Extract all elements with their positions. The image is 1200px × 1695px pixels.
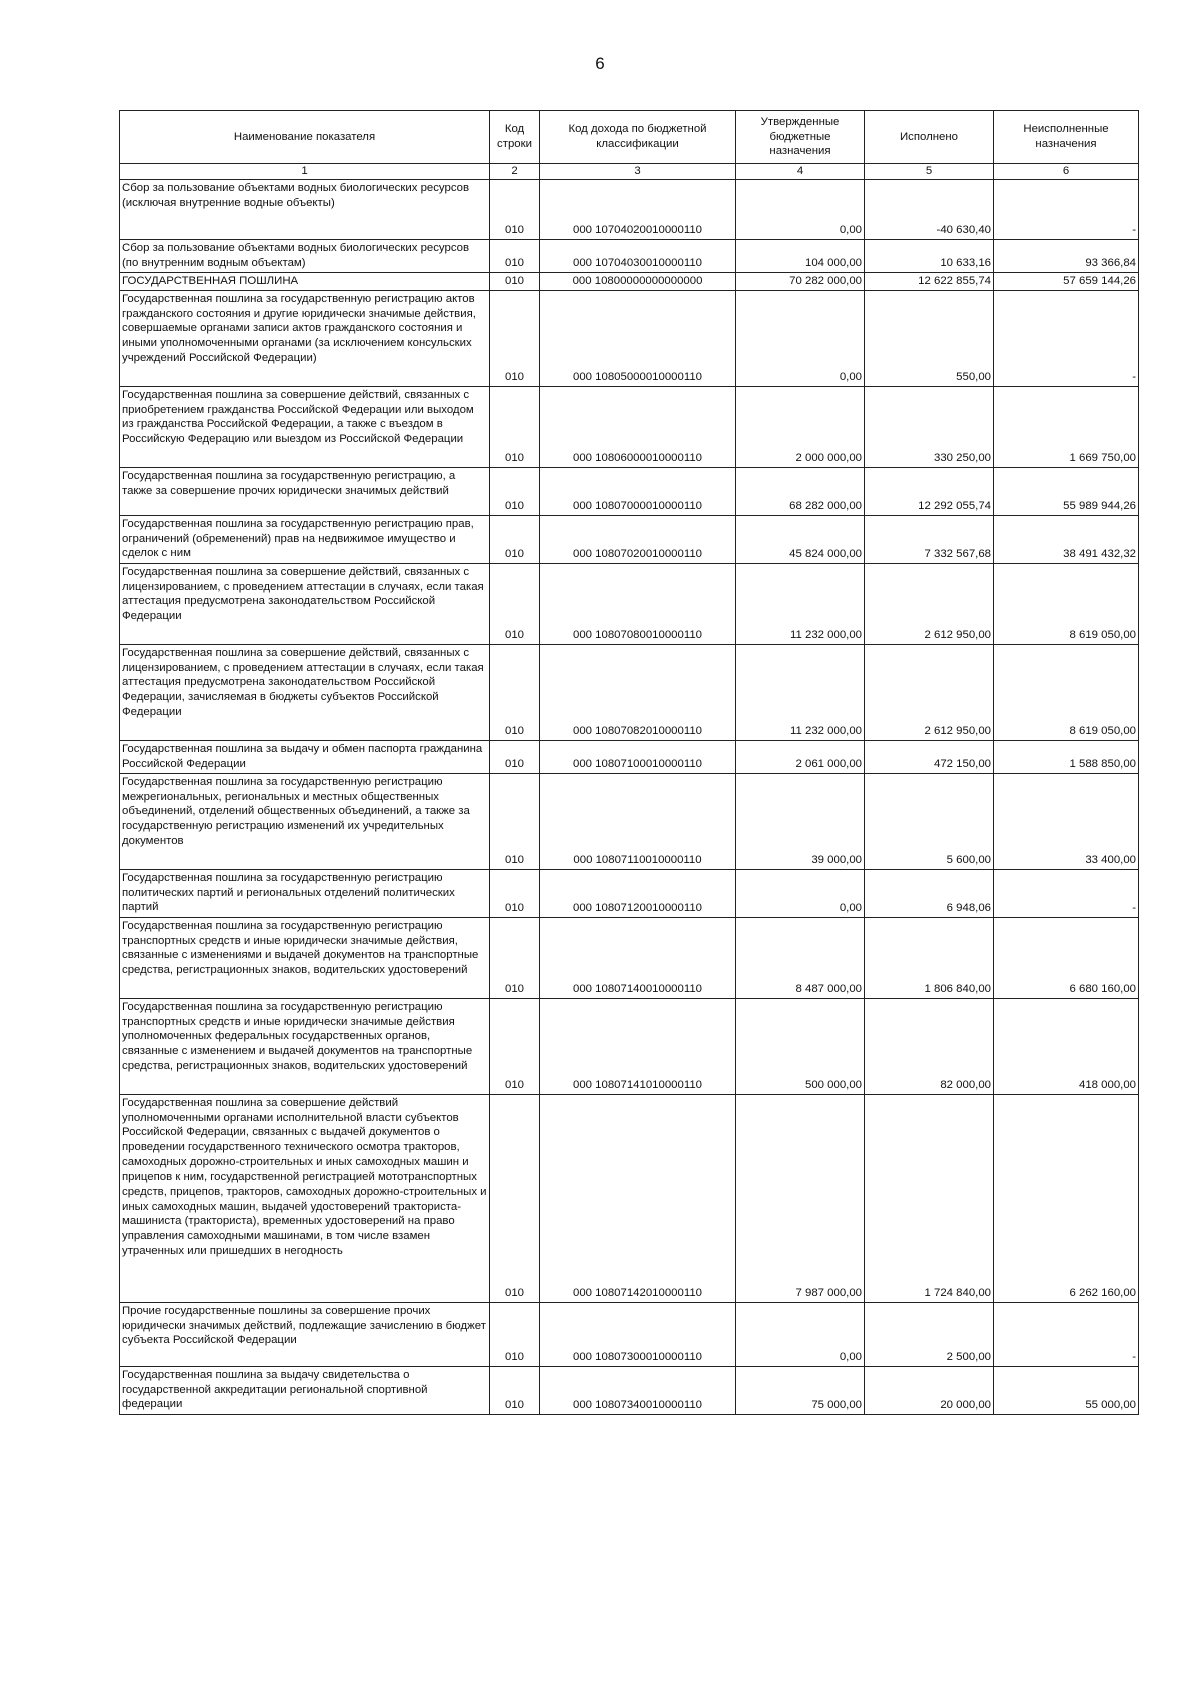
row-name-cell: Сбор за пользование объектами водных биологических ресурсов (по внутренним водным объектам) [120, 240, 490, 273]
budget-execution-table [119, 110, 1139, 1415]
row-name-cell: Государственная пошлина за совершение действий, связанных с лицензированием, с проведением аттестации в случаях, если такая аттестация предусмотрена законодательством Российской Федерации, зачисляемая в бюджеты субъектов Российской Федерации [120, 644, 490, 740]
table-header-row [120, 111, 1139, 164]
row-kbk-cell: 000 10704030010000110 [540, 240, 736, 273]
row-code-cell: 010 [490, 644, 540, 740]
row-kbk-cell: 000 10807100010000110 [540, 740, 736, 773]
row-kbk-cell: 000 10807082010000110 [540, 644, 736, 740]
row-kbk-cell: 000 10807142010000110 [540, 1094, 736, 1302]
row-name-cell: Государственная пошлина за совершение действий уполномоченными органами исполнительной власти субъектов Российской Федерации, связанных с выдачей документов о проведении государственного технического осмотра тракторов, самоходных дорожно-строительных и иных самоходных машин и прицепов к ним, государственной регистрацией мототранспортных средств, прицепов, тракторов, самоходных дорожно-строительных и иных самоходных машин, выдачей удостоверений тракториста-машиниста (тракториста), временных удостоверений на право управления самоходными машинами, в том числе взамен утраченных или пришедших в негодность [120, 1094, 490, 1302]
row-approved-cell: 39 000,00 [736, 773, 865, 869]
table-row [120, 290, 1139, 386]
table-row [120, 644, 1139, 740]
row-unexecuted-cell: 6 262 160,00 [994, 1094, 1139, 1302]
row-executed-cell: -40 630,40 [865, 180, 994, 240]
row-approved-cell: 11 232 000,00 [736, 563, 865, 644]
row-approved-cell: 104 000,00 [736, 240, 865, 273]
column-header-executed: Исполнено [865, 111, 994, 164]
row-name-cell: Государственная пошлина за совершение действий, связанных с приобретением гражданства Российской Федерации или выходом из гражданства Российской Федерации, а также с въездом в Российскую Федерацию или выездом из Российской Федерации [120, 386, 490, 467]
row-executed-cell: 1 724 840,00 [865, 1094, 994, 1302]
row-unexecuted-cell: 55 000,00 [994, 1366, 1139, 1414]
row-code-cell: 010 [490, 998, 540, 1094]
row-approved-cell: 68 282 000,00 [736, 467, 865, 515]
table-row [120, 773, 1139, 869]
table-body [120, 180, 1139, 1415]
row-executed-cell: 2 612 950,00 [865, 563, 994, 644]
row-code-cell: 010 [490, 180, 540, 240]
row-approved-cell: 75 000,00 [736, 1366, 865, 1414]
row-name-cell: Сбор за пользование объектами водных биологических ресурсов (исключая внутренние водные объекты) [120, 180, 490, 240]
row-executed-cell: 6 948,06 [865, 869, 994, 917]
column-header-approved: Утвержденные бюджетные назначения [736, 111, 865, 164]
row-name-cell: Государственная пошлина за государственную регистрацию прав, ограничений (обременений) прав на недвижимое имущество и сделок с ним [120, 515, 490, 563]
row-unexecuted-cell: - [994, 869, 1139, 917]
row-kbk-cell: 000 10807020010000110 [540, 515, 736, 563]
row-code-cell: 010 [490, 563, 540, 644]
row-name-cell: Государственная пошлина за государственную регистрацию, а также за совершение прочих юридически значимых действий [120, 467, 490, 515]
table-row [120, 998, 1139, 1094]
table-row [120, 240, 1139, 273]
row-code-cell: 010 [490, 1366, 540, 1414]
row-code-cell: 010 [490, 1094, 540, 1302]
row-code-cell: 010 [490, 386, 540, 467]
column-number: 1 [120, 164, 490, 180]
row-kbk-cell: 000 10800000000000000 [540, 273, 736, 291]
table-row [120, 869, 1139, 917]
table-row [120, 1302, 1139, 1366]
row-approved-cell: 8 487 000,00 [736, 917, 865, 998]
row-executed-cell: 82 000,00 [865, 998, 994, 1094]
row-executed-cell: 330 250,00 [865, 386, 994, 467]
row-approved-cell: 0,00 [736, 180, 865, 240]
row-code-cell: 010 [490, 290, 540, 386]
row-approved-cell: 0,00 [736, 869, 865, 917]
row-unexecuted-cell: 6 680 160,00 [994, 917, 1139, 998]
column-header-code: Код строки [490, 111, 540, 164]
row-unexecuted-cell: 57 659 144,26 [994, 273, 1139, 291]
row-kbk-cell: 000 10704020010000110 [540, 180, 736, 240]
row-unexecuted-cell: - [994, 290, 1139, 386]
row-kbk-cell: 000 10805000010000110 [540, 290, 736, 386]
column-header-kbk: Код дохода по бюджетной классификации [540, 111, 736, 164]
row-approved-cell: 500 000,00 [736, 998, 865, 1094]
row-code-cell: 010 [490, 740, 540, 773]
row-executed-cell: 10 633,16 [865, 240, 994, 273]
row-kbk-cell: 000 10807080010000110 [540, 563, 736, 644]
row-unexecuted-cell: 38 491 432,32 [994, 515, 1139, 563]
row-unexecuted-cell: 93 366,84 [994, 240, 1139, 273]
row-executed-cell: 472 150,00 [865, 740, 994, 773]
row-unexecuted-cell: 1 669 750,00 [994, 386, 1139, 467]
row-unexecuted-cell: 1 588 850,00 [994, 740, 1139, 773]
row-approved-cell: 70 282 000,00 [736, 273, 865, 291]
row-name-cell: Прочие государственные пошлины за совершение прочих юридически значимых действий, подлежащие зачислению в бюджет субъекта Российской Федерации [120, 1302, 490, 1366]
row-executed-cell: 2 500,00 [865, 1302, 994, 1366]
row-approved-cell: 2 061 000,00 [736, 740, 865, 773]
row-unexecuted-cell: 33 400,00 [994, 773, 1139, 869]
column-header-name: Наименование показателя [120, 111, 490, 164]
column-number: 2 [490, 164, 540, 180]
row-executed-cell: 12 622 855,74 [865, 273, 994, 291]
page-number: 6 [595, 54, 605, 73]
column-number: 4 [736, 164, 865, 180]
table-row [120, 1094, 1139, 1302]
row-name-cell: Государственная пошлина за совершение действий, связанных с лицензированием, с проведением аттестации в случаях, если такая аттестация предусмотрена законодательством Российской Федерации [120, 563, 490, 644]
row-code-cell: 010 [490, 917, 540, 998]
row-name-cell: Государственная пошлина за выдачу и обмен паспорта гражданина Российской Федерации [120, 740, 490, 773]
row-kbk-cell: 000 10807140010000110 [540, 917, 736, 998]
row-code-cell: 010 [490, 467, 540, 515]
table-row [120, 1366, 1139, 1414]
table-row [120, 740, 1139, 773]
table-row [120, 273, 1139, 291]
row-name-cell: Государственная пошлина за государственную регистрацию политических партий и региональных отделений политических партий [120, 869, 490, 917]
row-unexecuted-cell: 418 000,00 [994, 998, 1139, 1094]
row-unexecuted-cell: - [994, 180, 1139, 240]
table-row [120, 180, 1139, 240]
table-row [120, 467, 1139, 515]
row-executed-cell: 12 292 055,74 [865, 467, 994, 515]
row-kbk-cell: 000 10807340010000110 [540, 1366, 736, 1414]
row-approved-cell: 45 824 000,00 [736, 515, 865, 563]
row-unexecuted-cell: 55 989 944,26 [994, 467, 1139, 515]
row-executed-cell: 5 600,00 [865, 773, 994, 869]
row-name-cell: Государственная пошлина за государственную регистрацию актов гражданского состояния и другие юридически значимые действия, совершаемые органами записи актов гражданского состояния и иными уполномоченными органами (за исключением консульских учреждений Российской Федерации) [120, 290, 490, 386]
row-executed-cell: 1 806 840,00 [865, 917, 994, 998]
row-name-cell: ГОСУДАРСТВЕННАЯ ПОШЛИНА [120, 273, 490, 291]
row-code-cell: 010 [490, 273, 540, 291]
row-code-cell: 010 [490, 773, 540, 869]
row-unexecuted-cell: - [994, 1302, 1139, 1366]
row-name-cell: Государственная пошлина за государственную регистрацию межрегиональных, региональных и местных общественных объединений, отделений общественных объединений, а также за государственную регистрацию изменений их учредительных документов [120, 773, 490, 869]
table-row [120, 515, 1139, 563]
row-code-cell: 010 [490, 869, 540, 917]
row-approved-cell: 0,00 [736, 290, 865, 386]
row-executed-cell: 20 000,00 [865, 1366, 994, 1414]
column-numbers-row [120, 164, 1139, 180]
row-approved-cell: 0,00 [736, 1302, 865, 1366]
row-kbk-cell: 000 10807000010000110 [540, 467, 736, 515]
row-code-cell: 010 [490, 240, 540, 273]
column-header-unexecuted: Неисполненные назначения [994, 111, 1139, 164]
table-row [120, 563, 1139, 644]
row-unexecuted-cell: 8 619 050,00 [994, 644, 1139, 740]
table-row [120, 386, 1139, 467]
row-kbk-cell: 000 10807300010000110 [540, 1302, 736, 1366]
column-number: 5 [865, 164, 994, 180]
row-kbk-cell: 000 10807141010000110 [540, 998, 736, 1094]
row-name-cell: Государственная пошлина за выдачу свидетельства о государственной аккредитации региональной спортивной федерации [120, 1366, 490, 1414]
row-kbk-cell: 000 10807120010000110 [540, 869, 736, 917]
row-name-cell: Государственная пошлина за государственную регистрацию транспортных средств и иные юридически значимые действия уполномоченных федеральных государственных органов, связанные с изменением и выдачей документов на транспортные средства, регистрационных знаков, водительских удостоверений [120, 998, 490, 1094]
column-number: 3 [540, 164, 736, 180]
column-number: 6 [994, 164, 1139, 180]
row-approved-cell: 11 232 000,00 [736, 644, 865, 740]
row-name-cell: Государственная пошлина за государственную регистрацию транспортных средств и иные юридически значимые действия, связанные с изменениями и выдачей документов на транспортные средства, регистрационных знаков, водительских удостоверений [120, 917, 490, 998]
row-approved-cell: 7 987 000,00 [736, 1094, 865, 1302]
row-code-cell: 010 [490, 1302, 540, 1366]
row-approved-cell: 2 000 000,00 [736, 386, 865, 467]
table-row [120, 917, 1139, 998]
row-executed-cell: 7 332 567,68 [865, 515, 994, 563]
row-executed-cell: 2 612 950,00 [865, 644, 994, 740]
row-code-cell: 010 [490, 515, 540, 563]
row-executed-cell: 550,00 [865, 290, 994, 386]
row-kbk-cell: 000 10807110010000110 [540, 773, 736, 869]
row-unexecuted-cell: 8 619 050,00 [994, 563, 1139, 644]
row-kbk-cell: 000 10806000010000110 [540, 386, 736, 467]
